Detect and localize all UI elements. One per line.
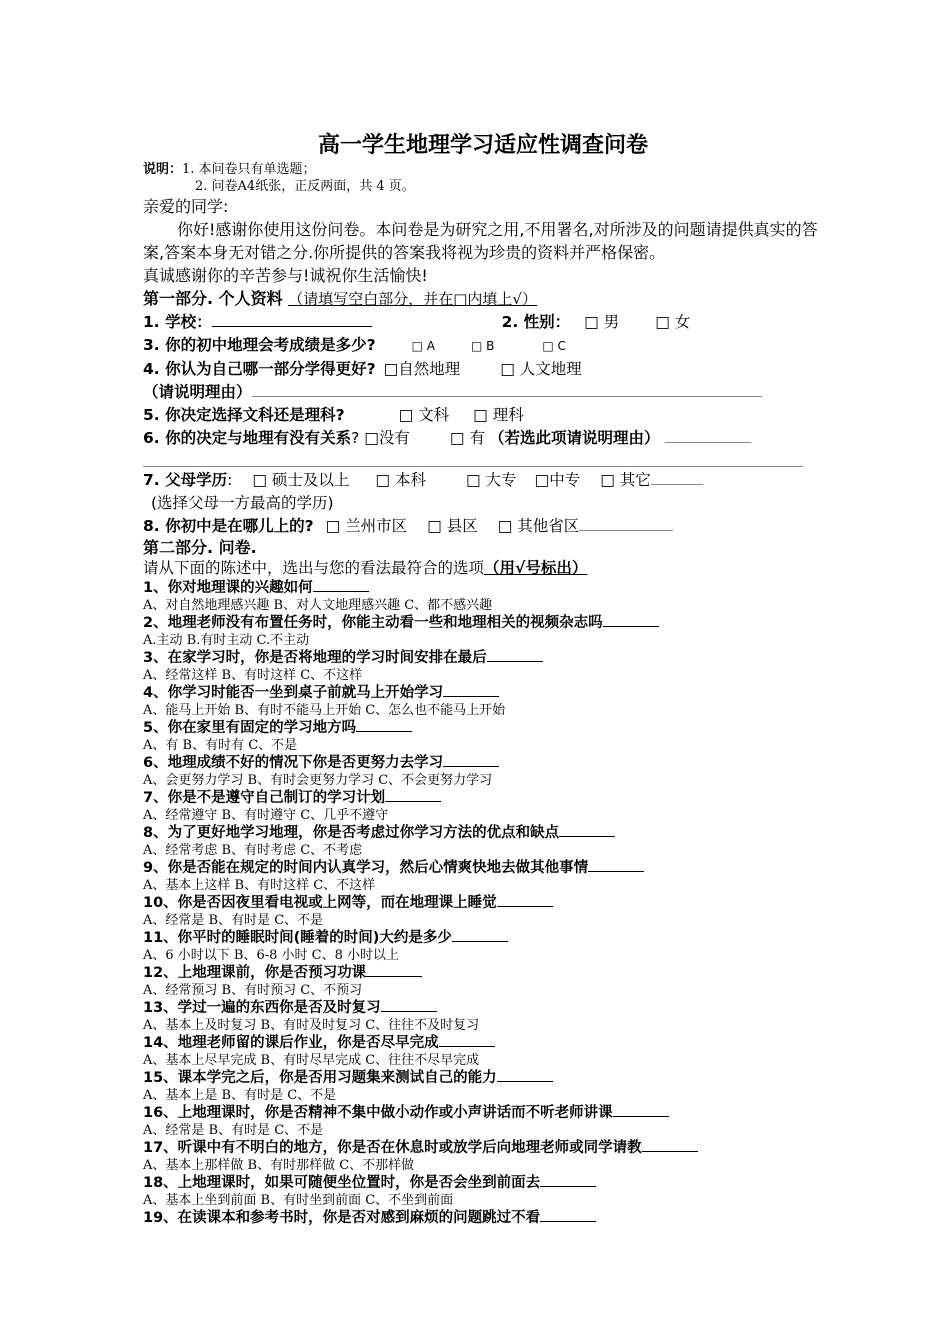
answer-options: A、6 小时以下 B、6-8 小时 C、8 小时以上 <box>143 948 400 963</box>
question-14 <box>143 1034 823 1052</box>
question-12 <box>143 964 823 982</box>
answer-options: A、经常预习 B、有时预习 C、不预习 <box>143 983 363 998</box>
question-text: 6、地理成绩不好的情况下你是否更努力去学习 <box>143 755 444 771</box>
question-text: 13、学过一遍的东西你是否及时复习 <box>143 1000 381 1016</box>
part1-heading <box>143 287 823 311</box>
question-text: 17、听课中有不明白的地方，你是否在休息时或放学后向地理老师或同学请教 <box>143 1140 642 1156</box>
answer-blank[interactable] <box>588 859 644 872</box>
answer-options: A、会更努力学习 B、有时会更努力学习 C、不会更努力学习 <box>143 773 493 788</box>
answer-options: A、经常遵守 B、有时遵守 C、几乎不遵守 <box>143 808 389 823</box>
q5-option-arts[interactable]: □ 文科 <box>398 406 450 424</box>
intro-paragraph: 你好!感谢你使用这份问卷。本问卷是为研究之用,不用署名,对所涉及的问题请提供真实的答案,答案本身无对错之分.你所提供的答案我将视为珍贵的资料并严格保密。 <box>143 220 818 262</box>
q8-row <box>143 515 823 538</box>
answer-options: A、经常是 B、有时是 C、不是 <box>143 1123 324 1138</box>
q2-label: 2. 性别： <box>501 313 571 331</box>
question-text: 8、为了更好地学习地理，你是否考虑过你学习方法的优点和缺点 <box>143 825 560 841</box>
answer-blank[interactable] <box>313 579 369 592</box>
answer-options: A、基本上是 B、有时是 C、不是 <box>143 1088 337 1103</box>
q7-option-college[interactable]: □ 大专 <box>465 471 517 489</box>
answer-options: A.主动 B.有时主动 C.不主动 <box>143 633 310 648</box>
q6-option-no[interactable]: ? □没有 <box>351 429 410 447</box>
q5-label: 5. 你决定选择文科还是理科? <box>143 406 345 424</box>
answer-options: A、对自然地理感兴趣 B、对人文地理感兴趣 C、都不感兴趣 <box>143 598 493 613</box>
question-text: 16、上地理课时，你是否精神不集中做小动作或小声讲话而不听老师讲课 <box>143 1105 613 1121</box>
answer-blank[interactable] <box>540 1209 596 1222</box>
q7-option-other[interactable]: □ 其它 <box>600 471 651 489</box>
answer-options: A、基本上那样做 B、有时那样做 C、不那样做 <box>143 1158 415 1173</box>
answer-blank[interactable] <box>381 999 437 1012</box>
answer-blank[interactable] <box>497 1069 553 1082</box>
question-13 <box>143 999 823 1017</box>
answer-options: A、基本上坐到前面 B、有时坐到前面 C、不坐到前面 <box>143 1193 454 1208</box>
answer-options: A、有 B、有时有 C、不是 <box>143 738 298 753</box>
answer-blank[interactable] <box>559 824 615 837</box>
answer-blank[interactable] <box>439 1034 495 1047</box>
answer-blank[interactable] <box>613 1104 669 1117</box>
question-text: 18、上地理课时，如果可随便坐位置时，你是否会坐到前面去 <box>143 1175 541 1191</box>
question-10 <box>143 894 823 912</box>
q7-option-masters[interactable]: □ 硕士及以上 <box>252 471 350 489</box>
question-text: 14、地理老师留的课后作业，你是否尽早完成 <box>143 1035 439 1051</box>
answer-options: A、基本上尽早完成 B、有时尽早完成 C、往往不尽早完成 <box>143 1053 480 1068</box>
question-19 <box>143 1209 823 1227</box>
q5-row <box>143 404 823 427</box>
thanks-line: 真诚感谢你的辛苦参与!诚祝你生活愉快! <box>143 266 428 285</box>
answer-blank[interactable] <box>540 1174 596 1187</box>
q3-option-b[interactable]: □ B <box>470 339 495 353</box>
q7-option-bachelor[interactable]: □ 本科 <box>375 471 426 489</box>
school-field[interactable] <box>212 312 372 327</box>
question-6 <box>143 754 823 772</box>
q6-note: （若选此项请说明理由） <box>488 429 660 447</box>
question-15 <box>143 1069 823 1087</box>
question-text: 3、在家学习时，你是否将地理的学习时间安排在最后 <box>143 650 487 666</box>
q3-option-c[interactable]: □ C <box>542 339 566 353</box>
q7-label: 7. 父母学历 <box>143 471 228 489</box>
question-5 <box>143 719 823 737</box>
gender-male-option[interactable]: □ 男 <box>584 313 620 331</box>
question-list <box>143 579 823 1227</box>
answer-options: A、经常是 B、有时是 C、不是 <box>143 913 324 928</box>
answer-blank[interactable] <box>356 719 412 732</box>
q7-colon: : <box>227 471 233 489</box>
question-text: 7、你是不是遵守自己制订的学习计划 <box>143 790 386 806</box>
answer-blank[interactable] <box>366 964 422 977</box>
answer-options: A、基本上这样 B、有时这样 C、不这样 <box>143 878 376 893</box>
question-text: 4、你学习时能否一坐到桌子前就马上开始学习 <box>143 685 444 701</box>
q7-note: (选择父母一方最高的学历) <box>151 494 334 512</box>
question-2 <box>143 614 823 632</box>
question-3 <box>143 649 823 667</box>
question-1 <box>143 579 823 597</box>
q6-label: 6. 你的决定与地理有没有关系 <box>143 429 352 447</box>
q8-option-county[interactable]: □ 县区 <box>427 517 478 535</box>
question-text: 1、你对地理课的兴趣如何 <box>143 580 313 596</box>
answer-blank[interactable] <box>642 1139 698 1152</box>
gender-female-option[interactable]: □ 女 <box>655 313 691 331</box>
question-text: 5、你在家里有固定的学习地方吗 <box>143 720 357 736</box>
q5-option-science[interactable]: □ 理科 <box>473 406 524 424</box>
question-4 <box>143 684 823 702</box>
answer-options: A、基本上及时复习 B、有时及时复习 C、往往不及时复习 <box>143 1018 480 1033</box>
question-text: 2、地理老师没有布置任务时，你能主动看一些和地理相关的视频杂志吗 <box>143 615 603 631</box>
q1-label: 1. 学校： <box>143 313 212 331</box>
q6-reason-line[interactable] <box>143 450 803 467</box>
answer-blank[interactable] <box>385 789 441 802</box>
q4-reason-label: （请说明理由） <box>143 383 252 401</box>
q4-row <box>143 358 823 381</box>
answer-options: A、能马上开始 B、有时不能马上开始 C、怎么也不能马上开始 <box>143 703 506 718</box>
answer-blank[interactable] <box>487 649 543 662</box>
part2-instruction-row <box>143 558 823 579</box>
part2-heading: 第二部分. 问卷. <box>143 538 257 557</box>
part1-instruction: （请填写空白部分，并在□内填上√） <box>288 290 537 308</box>
answer-blank[interactable] <box>603 614 659 627</box>
page-title: 高一学生地理学习适应性调查问卷 <box>317 133 648 158</box>
question-16 <box>143 1104 823 1122</box>
question-8 <box>143 824 823 842</box>
question-text: 15、课本学完之后，你是否用习题集来测试自己的能力 <box>143 1070 497 1086</box>
question-7 <box>143 789 823 807</box>
q7-row <box>143 469 823 492</box>
q6-option-yes[interactable]: □ 有 <box>449 429 485 447</box>
q7-other-field[interactable] <box>651 470 703 485</box>
q4-label: 4. 你认为自己哪一部分学得更好? <box>143 360 376 378</box>
questionnaire-page <box>143 128 823 1227</box>
q4-option-physical[interactable]: □自然地理 <box>383 360 461 378</box>
note-line-2: 2. 问卷A4纸张，正反两面，共 4 页。 <box>195 179 415 194</box>
part1-title: 第一部分. 个人资料 <box>143 289 283 308</box>
q7-option-technical[interactable]: □中专 <box>534 471 581 489</box>
note-label: 说明： <box>143 162 183 177</box>
greeting: 亲爱的同学: <box>143 197 229 216</box>
q8-option-other-province[interactable]: □ 其他省区 <box>497 517 580 535</box>
q4-option-human[interactable]: □ 人文地理 <box>500 360 582 378</box>
q4-reason-row <box>143 381 823 404</box>
q6-row <box>143 427 823 450</box>
answer-blank[interactable] <box>452 929 508 942</box>
q8-label: 8. 你初中是在哪儿上的? <box>143 517 314 535</box>
q1-q2-row <box>143 311 823 334</box>
q8-other-field[interactable] <box>579 516 673 531</box>
question-9 <box>143 859 823 877</box>
instructions-note <box>143 161 823 195</box>
q3-label: 3. 你的初中地理会考成绩是多少? <box>143 336 376 354</box>
part2-instruction: 请从下面的陈述中，选出与您的看法最符合的选项 <box>143 559 485 577</box>
question-18 <box>143 1174 823 1192</box>
part2-instruction-mark: （用√号标出） <box>484 559 588 577</box>
question-text: 11、你平时的睡眠时间(睡着的时间)大约是多少 <box>143 930 452 946</box>
answer-options: A、经常这样 B、有时这样 C、不这样 <box>143 668 363 683</box>
answer-blank[interactable] <box>443 754 499 767</box>
question-11 <box>143 929 823 947</box>
question-text: 12、上地理课前，你是否预习功课 <box>143 965 367 981</box>
question-text: 19、在读课本和参考书时，你是否对感到麻烦的问题跳过不看 <box>143 1210 541 1226</box>
note-line-1: 1. 本问卷只有单选题； <box>182 162 316 177</box>
question-17 <box>143 1139 823 1157</box>
question-text: 10、你是否因夜里看电视或上网等，而在地理课上睡觉 <box>143 895 497 911</box>
answer-blank[interactable] <box>443 684 499 697</box>
q6-reason-field[interactable] <box>665 428 751 443</box>
q3-row <box>143 334 823 358</box>
q3-option-a[interactable]: □ A <box>411 339 435 353</box>
answer-options: A、经常考虑 B、有时考虑 C、不考虑 <box>143 843 363 858</box>
question-text: 9、你是否能在规定的时间内认真学习，然后心情爽快地去做其他事情 <box>143 860 589 876</box>
q8-option-city[interactable]: □ 兰州市区 <box>325 517 408 535</box>
q4-reason-field[interactable] <box>252 382 762 397</box>
answer-blank[interactable] <box>497 894 553 907</box>
